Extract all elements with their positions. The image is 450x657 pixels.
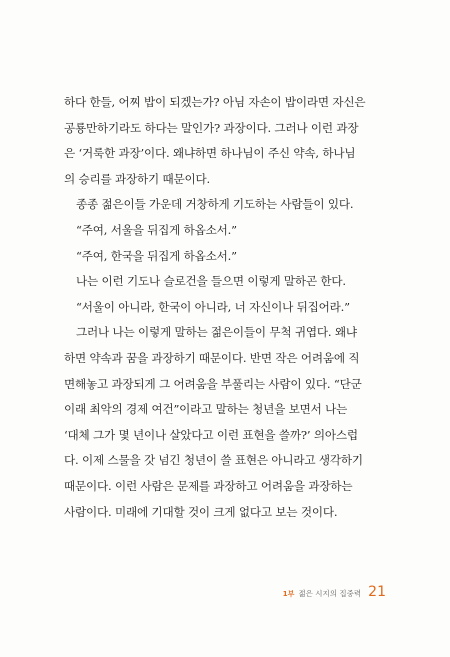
- body-text: [64, 90, 384, 525]
- text-line: 나는 이런 기도나 슬로건을 들으면 이렇게 말하곤 한다.: [76, 274, 346, 289]
- chapter-mark: 1부: [282, 590, 295, 598]
- text-line: 그러나 나는 이렇게 말하는 젊은이들이 무척 귀엽다. 왜냐: [76, 325, 357, 340]
- text-line: 면해놓고 과장되게 그 어려움을 부풀리는 사람이 있다. “단군: [64, 376, 362, 391]
- text-line: 공룡만하기라도 하다는 말인가? 과장이다. 그러나 이런 과장: [64, 120, 359, 135]
- text-line: 종종 젊은이들 가운데 거창하게 기도하는 사람들이 있다.: [76, 197, 354, 212]
- text-line: ‘대체 그가 몇 년이나 살았다고 이런 표현을 쓸까?’ 의아스럽: [64, 427, 358, 442]
- text-line: 이래 최악의 경제 여건”이라고 말하는 청년을 보면서 나는: [64, 402, 348, 417]
- text-line: “주여, 한국을 뒤집게 하옵소서.”: [76, 248, 237, 263]
- text-line: 다. 이제 스물을 갓 넘긴 청년이 쓸 표현은 아니라고 생각하기: [64, 453, 363, 468]
- text-line: 의 승리를 과장하기 때문이다.: [64, 171, 210, 186]
- text-line: 사람이다. 미래에 기대할 것이 크게 없다고 보는 것이다.: [64, 504, 338, 519]
- running-title: 젊은 시지의 집중력: [298, 589, 362, 598]
- text-line: 은 ‘거룩한 과장’이다. 왜냐하면 하나님이 주신 약속, 하나님: [64, 146, 356, 161]
- text-line: 하면 약속과 꿈을 과장하기 때문이다. 반면 작은 어려움에 직: [64, 350, 360, 365]
- text-line: 하다 한들, 어찌 밥이 되겠는가? 아님 자손이 밥이라면 자신은: [64, 95, 366, 109]
- text-line: 때문이다. 이런 사람은 문제를 과장하고 어려움을 과장하는: [64, 478, 353, 493]
- page-footer: [283, 584, 386, 600]
- text-line: “주여, 서울을 뒤집게 하옵소서.”: [76, 222, 237, 237]
- text-line: “서울이 아니라, 한국이 아니라, 너 자신이나 뒤집어라.”: [76, 299, 350, 314]
- page-number: 21: [368, 584, 386, 600]
